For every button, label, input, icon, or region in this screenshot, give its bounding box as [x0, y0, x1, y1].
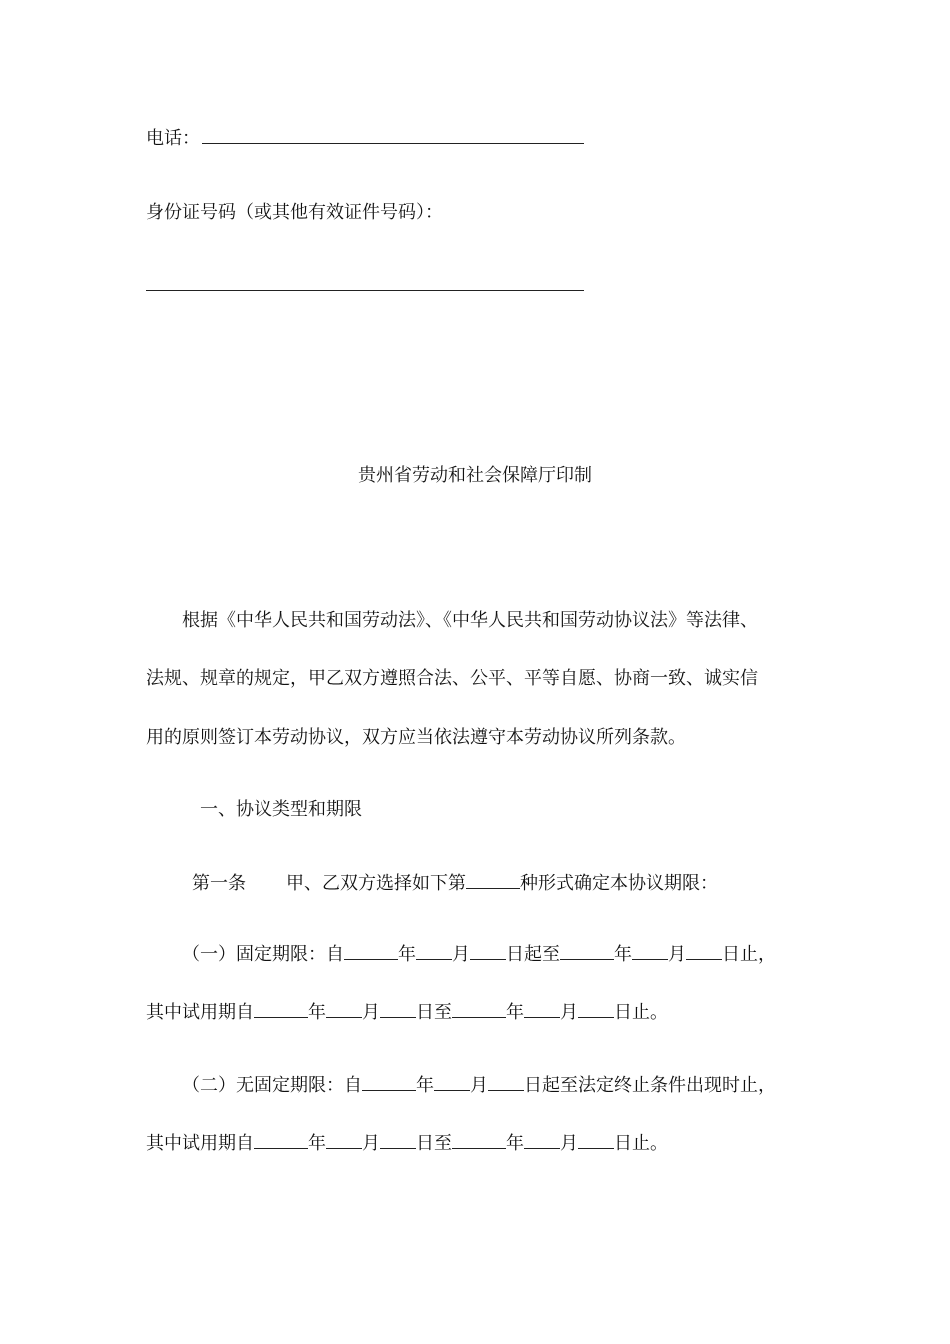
indef-trial-end-year-blank[interactable] — [452, 1134, 506, 1149]
month-label: 月 — [452, 944, 470, 965]
year-label: 年 — [308, 1133, 326, 1154]
indef-start-year-blank[interactable] — [362, 1076, 416, 1091]
phone-field-row — [146, 128, 584, 150]
trial-end-month-blank[interactable] — [524, 1003, 560, 1018]
month-label: 月 — [560, 1002, 578, 1023]
day-from-until-label: 日起至法定终止条件出现时止， — [524, 1075, 776, 1096]
preamble-line-2: 法规、规章的规定，甲乙双方遵照合法、公平、平等自愿、协商一致、诚实信 — [146, 668, 758, 689]
year-label: 年 — [308, 1002, 326, 1023]
trial-prefix: 其中试用期自 — [146, 1002, 254, 1023]
preamble-line-1: 根据《中华人民共和国劳动法》、《中华人民共和国劳动协议法》等法律、 — [182, 610, 758, 631]
trial-start-month-blank[interactable] — [326, 1003, 362, 1018]
indefinite-trial-row — [146, 1133, 668, 1155]
indef-trial-start-year-blank[interactable] — [254, 1134, 308, 1149]
end-month-blank[interactable] — [632, 945, 668, 960]
start-month-blank[interactable] — [416, 945, 452, 960]
day-end-label: 日止， — [722, 944, 776, 965]
article-1-row — [192, 873, 718, 895]
indef-trial-end-month-blank[interactable] — [524, 1134, 560, 1149]
indef-trial-end-day-blank[interactable] — [578, 1134, 614, 1149]
form-number-blank[interactable] — [466, 874, 520, 889]
trial-end-year-blank[interactable] — [452, 1003, 506, 1018]
phone-label: 电话： — [146, 128, 200, 149]
month-label: 月 — [362, 1002, 380, 1023]
article-text-b: 种形式确定本协议期限： — [520, 873, 718, 894]
phone-blank[interactable] — [202, 129, 584, 144]
issuer-text: 贵州省劳动和社会保障厅印制 — [358, 465, 592, 486]
id-number-blank[interactable] — [146, 290, 584, 291]
fixed-term-row — [182, 944, 776, 966]
indef-start-month-blank[interactable] — [434, 1076, 470, 1091]
indef-trial-start-day-blank[interactable] — [380, 1134, 416, 1149]
section-heading: 一、协议类型和期限 — [200, 799, 362, 820]
fixed-term-label: （一）固定期限：自 — [182, 944, 344, 965]
trial-prefix: 其中试用期自 — [146, 1133, 254, 1154]
end-day-blank[interactable] — [686, 945, 722, 960]
end-year-blank[interactable] — [560, 945, 614, 960]
day-stop-label: 日止。 — [614, 1002, 668, 1023]
indefinite-term-row — [182, 1075, 776, 1097]
month-label: 月 — [668, 944, 686, 965]
start-year-blank[interactable] — [344, 945, 398, 960]
year-label: 年 — [614, 944, 632, 965]
trial-start-year-blank[interactable] — [254, 1003, 308, 1018]
article-text-a: 甲、乙双方选择如下第 — [286, 873, 466, 894]
day-from-label: 日起至 — [506, 944, 560, 965]
indef-start-day-blank[interactable] — [488, 1076, 524, 1091]
trial-start-day-blank[interactable] — [380, 1003, 416, 1018]
month-label: 月 — [560, 1133, 578, 1154]
start-day-blank[interactable] — [470, 945, 506, 960]
fixed-trial-row — [146, 1002, 668, 1024]
year-label: 年 — [506, 1133, 524, 1154]
id-number-label: 身份证号码（或其他有效证件号码）： — [146, 202, 443, 223]
indefinite-term-label: （二）无固定期限：自 — [182, 1075, 362, 1096]
article-label: 第一条 — [192, 873, 246, 894]
day-stop-label: 日止。 — [614, 1133, 668, 1154]
year-label: 年 — [506, 1002, 524, 1023]
trial-end-day-blank[interactable] — [578, 1003, 614, 1018]
year-label: 年 — [416, 1075, 434, 1096]
day-to-label: 日至 — [416, 1002, 452, 1023]
day-to-label: 日至 — [416, 1133, 452, 1154]
indef-trial-start-month-blank[interactable] — [326, 1134, 362, 1149]
preamble-line-3: 用的原则签订本劳动协议，双方应当依法遵守本劳动协议所列条款。 — [146, 727, 686, 748]
year-label: 年 — [398, 944, 416, 965]
month-label: 月 — [470, 1075, 488, 1096]
month-label: 月 — [362, 1133, 380, 1154]
